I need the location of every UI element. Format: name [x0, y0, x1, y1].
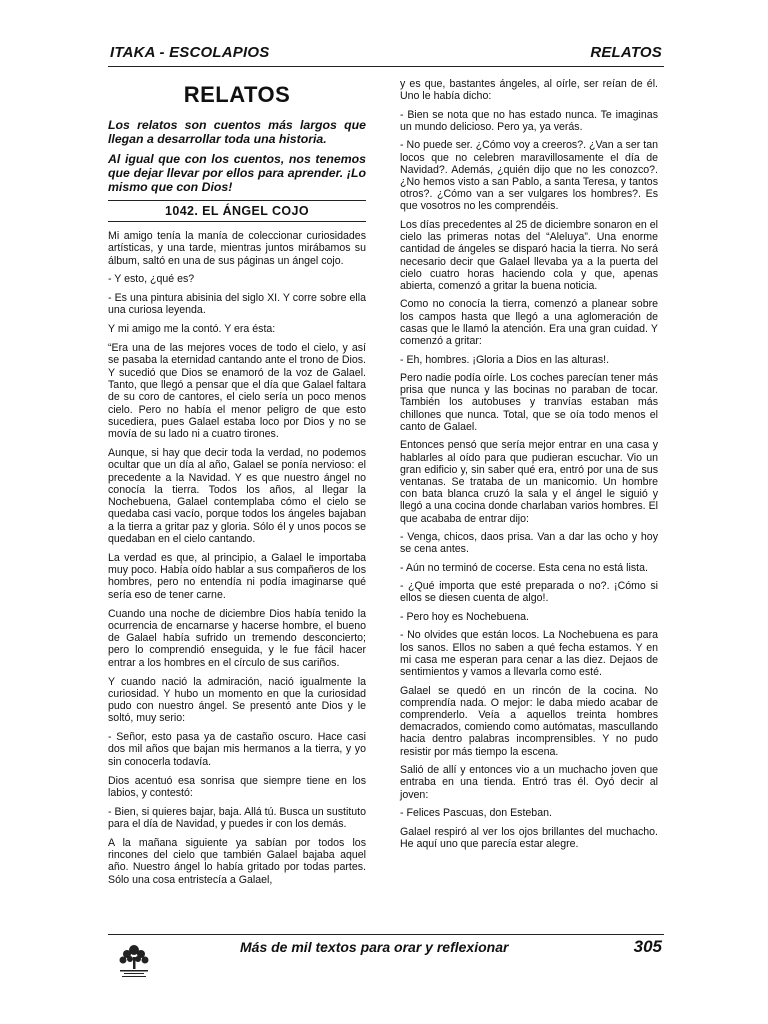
story-paragraph: Salió de allí y entonces vio a un muchacho joven que entraba en una tienda. Entró tras él. Oyó decir al joven:	[400, 764, 658, 801]
story-title: 1042. EL ÁNGEL COJO	[108, 200, 366, 222]
story-paragraph: - Y esto, ¿qué es?	[108, 273, 195, 286]
story-paragraph: Galael se quedó en un rincón de la cocina. No comprendía nada. O mejor: le daba miedo acabar de comprenderlo. Veía a aquellos treinta hombres demacrados, comiendo como autómatas, mascullando hacia dentro palabras incomprensibles. Y no pudo resistir por más tiempo la escena.	[400, 684, 658, 758]
intro-paragraph: Al igual que con los cuentos, nos tenemos que dejar llevar por ellos para aprender. ¡Lo mismo que con Dios!	[108, 152, 366, 194]
story-paragraph: - Señor, esto pasa ya de castaño oscuro. Hace casi dos mil años que bajan mis hermanos a la tierra, y yo sin conocerla todavía.	[108, 731, 366, 768]
left-body	[108, 230, 366, 886]
story-paragraph: Mi amigo tenía la manía de coleccionar curiosidades artísticas, y una tarde, mientras juntos mirábamos su álbum, saltó en una de sus páginas un ángel cojo.	[108, 230, 366, 267]
story-paragraph: - Aún no terminó de cocerse. Esta cena no está lista.	[400, 561, 648, 574]
story-paragraph: - Es una pintura abisinia del siglo XI. Y corre sobre ella una curiosa leyenda.	[108, 292, 366, 317]
story-paragraph: Los días precedentes al 25 de diciembre sonaron en el cielo las primeras notas del “Aleluya”. Una enorme cantidad de ángeles se disparó hacia la tierra. No será necesario decir que Galael llevaba ya a la puerta del cielo cuatro horas haciendo cola y que, apenas abierta, comenzó a gritar la buena noticia.	[400, 218, 658, 292]
story-paragraph: - Bien se nota que no has estado nunca. Te imaginas un mundo delicioso. Pero ya, ya verás.	[400, 108, 658, 133]
page-header	[108, 40, 664, 67]
intro-paragraph: Los relatos son cuentos más largos que llegan a desarrollar toda una historia.	[108, 118, 366, 146]
story-paragraph: - Felices Pascuas, don Esteban.	[400, 807, 552, 820]
story-paragraph: Aunque, si hay que decir toda la verdad, no podemos ocultar que un día al año, Galael se ponía nervioso: el precedente a la Navidad. Y es que nuestro ángel no conocía la tierra. Todos los años, al llegar la Nochebuena, Galael contemplaba cómo el cielo se quedaba casi vacío, porque todos los ángeles bajaban a la tierra a gritar paz y gloria. Sólo él y unos pocos se quedaban en el cielo cantando.	[108, 446, 366, 546]
story-paragraph: Galael respiró al ver los ojos brillantes del muchacho. He aquí uno que parecía estar alegre.	[400, 825, 658, 850]
right-body	[400, 78, 658, 850]
story-paragraph: - No puede ser. ¿Cómo voy a creeros?. ¿Van a ser tan locos que no celebren maravillosamente el día de Navidad?. Además, ¿quién dijo que no les conozco?. ¿No hemos visto a san Pablo, a santa Teresa, y tantos otros?. ¿Cómo van a ser vulgares los hombres?. Es que vosotros no les comprendéis.	[400, 139, 658, 213]
header-left-title: ITAKA - ESCOLAPIOS	[110, 44, 270, 61]
page-number: 305	[633, 937, 662, 956]
story-paragraph: - Pero hoy es Nochebuena.	[400, 610, 529, 623]
story-paragraph: Y mi amigo me la contó. Y era ésta:	[108, 323, 276, 336]
story-paragraph: - Bien, si quieres bajar, baja. Allá tú. Busca un sustituto para el día de Navidad, y puedes ir con los demás.	[108, 805, 366, 830]
page-title: RELATOS	[183, 82, 291, 107]
left-column	[108, 82, 366, 892]
story-paragraph: Pero nadie podía oírle. Los coches parecían tener más prisa que nunca y las bocinas no paraban de tocar. También los autobuses y tranvías estaban más chillones que nunca. Total, que se oía todo menos el canto de Galael.	[400, 372, 658, 433]
header-right-title: RELATOS	[590, 44, 662, 61]
story-paragraph: - Eh, hombres. ¡Gloria a Dios en las alturas!.	[400, 353, 610, 366]
footer-tagline: Más de mil textos para orar y reflexionar	[240, 939, 509, 955]
page-footer	[108, 934, 664, 975]
story-paragraph: - ¿Qué importa que esté preparada o no?. ¡Cómo si ellos se diesen cuenta de algo!.	[400, 580, 658, 605]
story-paragraph: A la mañana siguiente ya sabían por todos los rincones del cielo que también Galael bajaba aquel año. Nuestro ángel lo había gritado por todas partes. Sólo una cosa entristecía a Galael,	[108, 836, 366, 886]
right-column	[400, 78, 658, 856]
story-paragraph: - Venga, chicos, daos prisa. Van a dar las ocho y hoy se cena antes.	[400, 531, 658, 556]
story-paragraph: Y cuando nació la admiración, nació igualmente la curiosidad. Y hubo un momento en que la curiosidad pudo con nuestro ángel. Se presentó ante Dios y le soltó, muy serio:	[108, 675, 366, 725]
story-paragraph: La verdad es que, al principio, a Galael le importaba muy poco. Había oído hablar a sus compañeros de los hombres, pero no entendía ni podía imaginarse qué sería eso de tener carne.	[108, 551, 366, 601]
story-paragraph: Dios acentuó esa sonrisa que siempre tiene en los labios, y contestó:	[108, 774, 366, 799]
story-paragraph: - No olvides que están locos. La Nochebuena es para los sanos. Ellos no saben a qué fecha estamos. Y en mi casa me esperan para cenar a las diez. Dejaos de sentimientos y vamos a llevarla como esté.	[400, 629, 658, 679]
story-paragraph: Como no conocía la tierra, comenzó a planear sobre los campos hasta que llegó a una aglomeración de casas que le llamó la atención. Era una gran cuidad. Y comenzó a gritar:	[400, 298, 658, 348]
story-paragraph: y es que, bastantes ángeles, al oírle, ser reían de él. Uno le había dicho:	[400, 78, 658, 103]
story-paragraph: Entonces pensó que sería mejor entrar en una casa y hablarles al oído para que pudieran escuchar. Vio un gran edificio y, sin saber qué era, entró por una de sus ventanas. Se trataba de un manicomio. Un hombre con bata blanca cruzó la sala y el ángel le siguió y llegó a una cocina donde charlaban varios hombres. El que acababa de entrar dijo:	[400, 439, 658, 525]
story-paragraph: “Era una de las mejores voces de todo el cielo, y así se pasaba la eternidad cantando ante el trono de Dios. Y sucedió que Dios se enamoró de la voz de Galael. Tanto, que llegó a pensar que el día que Galael faltara de su coro de cantores, el cielo sería un poco menos cielo. Pero no había el menor peligro de que esto sucediera, pues Galael estaba loco por Dios y no se movía de su lado ni a cuatro tirones.	[108, 342, 366, 441]
escolapios-tree-logo-icon	[114, 941, 154, 979]
story-paragraph: Cuando una noche de diciembre Dios había tenido la ocurrencia de encarnarse y hacerse hombre, el bueno de Galael había sufrido un tremendo desconcierto; pero lo comprendió enseguida, y le fue fácil hacer entrar a los hombres en el círculo de sus cariños.	[108, 607, 366, 669]
